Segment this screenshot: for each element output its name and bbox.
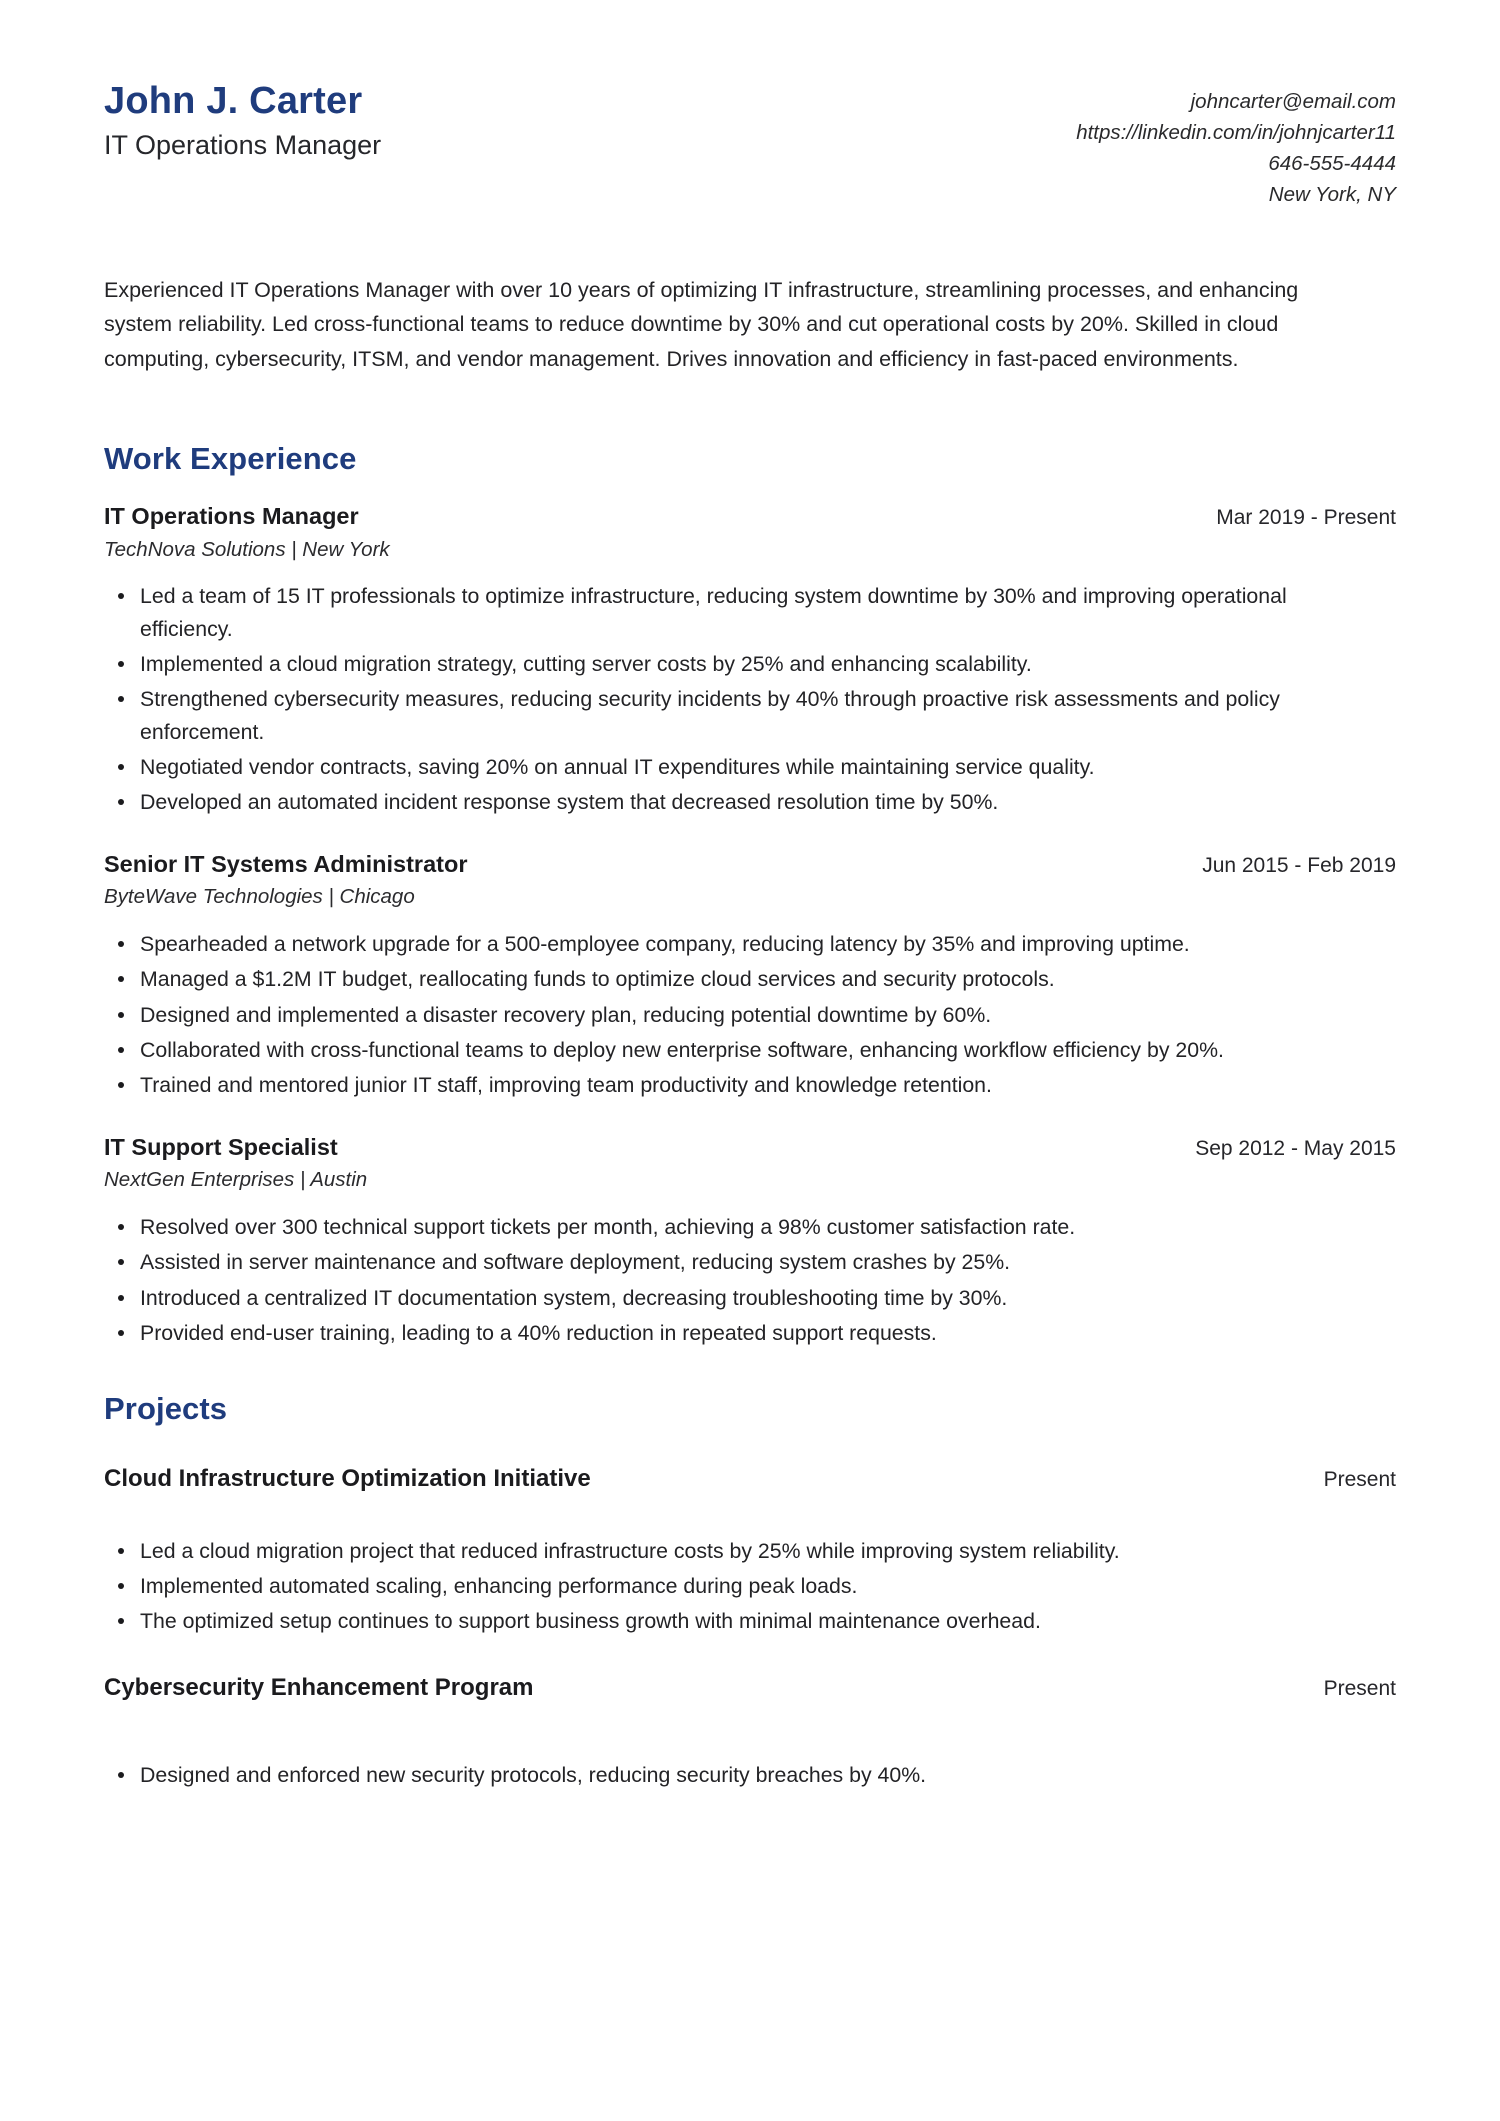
- project-entry-bullets: [104, 1759, 1396, 1791]
- work-entry-head: [104, 1132, 1396, 1163]
- list-item: The optimized setup continues to support business growth with minimal maintenance overhead.: [104, 1605, 1380, 1637]
- list-item: Introduced a centralized IT documentation system, decreasing troubleshooting time by 30%.: [104, 1282, 1380, 1314]
- work-entry: [104, 849, 1396, 1102]
- project-entry-title: Cloud Infrastructure Optimization Initiative: [104, 1465, 591, 1493]
- work-entry-bullets: [104, 1211, 1396, 1349]
- list-item: Developed an automated incident response system that decreased resolution time by 50%.: [104, 786, 1380, 818]
- section-projects: [104, 1391, 1396, 1791]
- project-entry-date: Present: [1323, 1676, 1396, 1700]
- list-item: Implemented automated scaling, enhancing performance during peak loads.: [104, 1570, 1380, 1602]
- list-item: Managed a $1.2M IT budget, reallocating funds to optimize cloud services and security protocols.: [104, 963, 1380, 995]
- list-item: Spearheaded a network upgrade for a 500-employee company, reducing latency by 35% and improving uptime.: [104, 928, 1380, 960]
- work-entry: [104, 1132, 1396, 1350]
- list-item: Assisted in server maintenance and software deployment, reducing system crashes by 25%.: [104, 1246, 1380, 1278]
- section-title-work-experience: Work Experience: [104, 441, 357, 477]
- professional-summary: Experienced IT Operations Manager with over 10 years of optimizing IT infrastructure, streamlining processes, and enhancing system reliability. Led cross-functional teams to reduce downtime by 30% and cut operational costs by 20%. Skilled in cloud computing, cybersecurity, ITSM, and vendor management. Drives innovation and efficiency in fast-paced environments.: [104, 277, 1299, 372]
- work-entry-title: Senior IT Systems Administrator: [104, 850, 468, 877]
- work-entry-date: Sep 2012 - May 2015: [1195, 1136, 1396, 1160]
- project-entry-title: Cybersecurity Enhancement Program: [104, 1673, 534, 1701]
- list-item: Designed and enforced new security protocols, reducing security breaches by 40%.: [104, 1759, 1380, 1791]
- work-entry-title: IT Support Specialist: [104, 1133, 338, 1160]
- list-item: Led a cloud migration project that reduced infrastructure costs by 25% while improving system reliability.: [104, 1535, 1380, 1567]
- candidate-name: John J. Carter: [104, 80, 363, 122]
- project-entry-date: Present: [1323, 1468, 1396, 1492]
- work-entry-date: Jun 2015 - Feb 2019: [1202, 853, 1396, 877]
- work-entry-bullets: [104, 580, 1396, 819]
- list-item: Resolved over 300 technical support tickets per month, achieving a 98% customer satisfaction rate.: [104, 1211, 1380, 1243]
- project-entry-head: [104, 1463, 1396, 1494]
- work-entry-head: [104, 849, 1396, 880]
- contact-location: New York, NY: [1268, 183, 1396, 207]
- section-work-experience: [104, 441, 1396, 1349]
- section-title-projects: Projects: [104, 1391, 228, 1427]
- work-entry: [104, 501, 1396, 819]
- list-item: Strengthened cybersecurity measures, reducing security incidents by 40% through proactive risk assessments and policy enforcement.: [104, 683, 1380, 748]
- project-entry-head: [104, 1672, 1396, 1703]
- contact-block: [1076, 78, 1396, 211]
- project-entry-bullets: [104, 1535, 1396, 1638]
- work-entry-head: [104, 501, 1396, 532]
- list-item: Trained and mentored junior IT staff, improving team productivity and knowledge retention.: [104, 1069, 1380, 1101]
- contact-phone[interactable]: 646-555-4444: [1268, 152, 1396, 176]
- project-entry: [104, 1463, 1396, 1637]
- list-item: Collaborated with cross-functional teams to deploy new enterprise software, enhancing workflow efficiency by 20%.: [104, 1034, 1380, 1066]
- work-entry-title: IT Operations Manager: [104, 503, 359, 530]
- work-entry-bullets: [104, 928, 1396, 1102]
- resume-header: [104, 78, 1396, 211]
- list-item: Led a team of 15 IT professionals to optimize infrastructure, reducing system downtime by 30% and improving operational efficiency.: [104, 580, 1380, 645]
- work-entry-subtitle: TechNova Solutions | New York: [104, 537, 390, 561]
- list-item: Negotiated vendor contracts, saving 20% on annual IT expenditures while maintaining service quality.: [104, 751, 1380, 783]
- work-entry-date: Mar 2019 - Present: [1216, 506, 1396, 530]
- list-item: Provided end-user training, leading to a 40% reduction in repeated support requests.: [104, 1317, 1380, 1349]
- list-item: Designed and implemented a disaster recovery plan, reducing potential downtime by 60%.: [104, 999, 1380, 1031]
- candidate-headline: IT Operations Manager: [104, 129, 382, 160]
- list-item: Implemented a cloud migration strategy, cutting server costs by 25% and enhancing scalability.: [104, 648, 1380, 680]
- contact-email[interactable]: johncarter@email.com: [1190, 90, 1396, 113]
- work-entry-subtitle: ByteWave Technologies | Chicago: [104, 885, 415, 909]
- identity-block: [104, 78, 381, 161]
- work-entry-subtitle: NextGen Enterprises | Austin: [104, 1168, 368, 1192]
- project-entry: [104, 1672, 1396, 1792]
- contact-linkedin[interactable]: https://linkedin.com/in/johnjcarter11: [1076, 121, 1396, 145]
